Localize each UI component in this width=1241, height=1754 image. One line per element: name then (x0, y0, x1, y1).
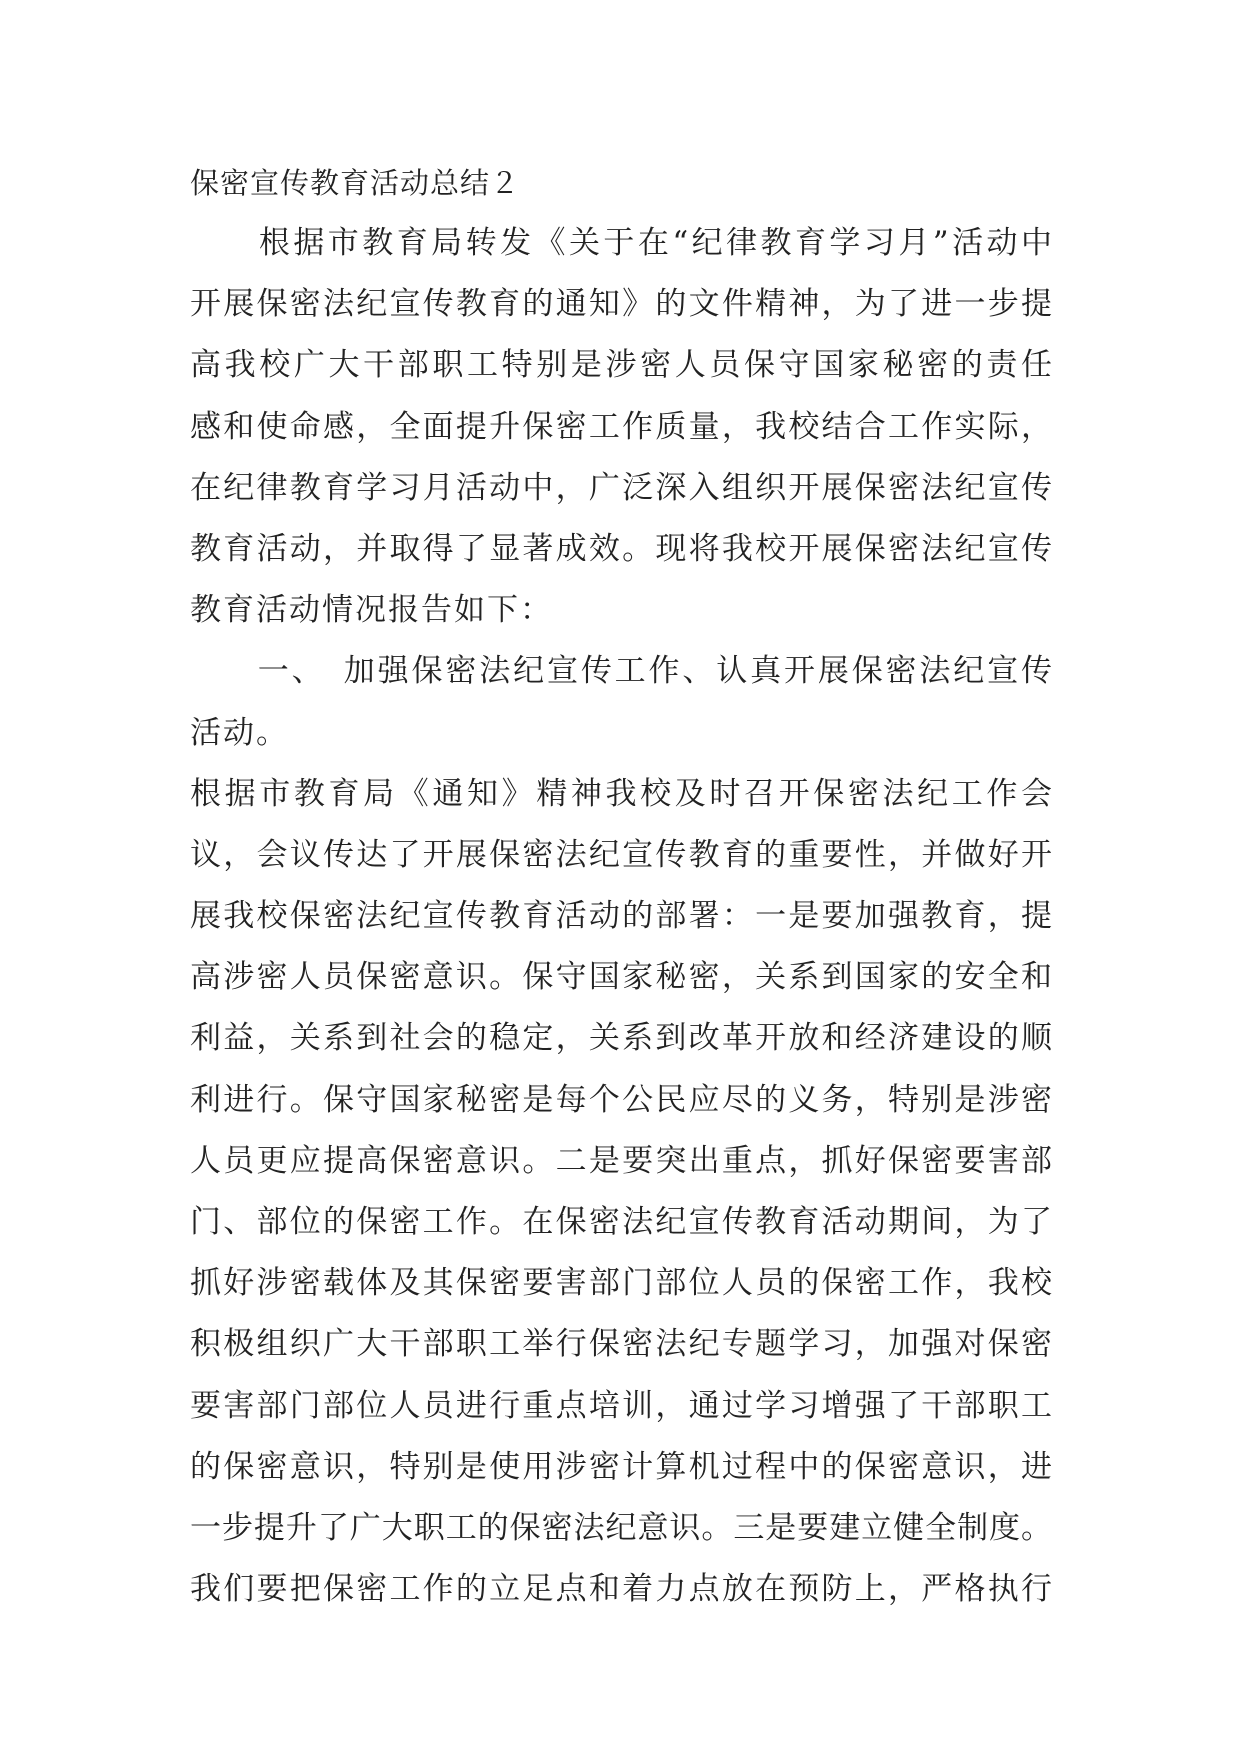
text-line: 教育活动情况报告如下： (190, 592, 553, 629)
text-line: 展我校保密法纪宣传教育活动的部署：一是要加强教育，提 (190, 898, 1052, 935)
text-line: 利益，关系到社会的稳定，关系到改革开放和经济建设的顺 (190, 1020, 1052, 1057)
text-line: 高涉密人员保密意识。保守国家秘密，关系到国家的安全和 (190, 959, 1052, 996)
text-line: 利进行。保守国家秘密是每个公民应尽的义务，特别是涉密 (190, 1081, 1052, 1118)
text-line: 抓好涉密载体及其保密要害部门部位人员的保密工作，我校 (190, 1265, 1052, 1302)
section-heading-line: 一、 加强保密法纪宣传工作、认真开展保密法纪宣传 (190, 653, 1052, 690)
text-line: 感和使命感，全面提升保密工作质量，我校结合工作实际， (190, 408, 1052, 445)
text-line: 高我校广大干部职工特别是涉密人员保守国家秘密的责任 (190, 347, 1052, 384)
text-line: 积极组织广大干部职工举行保密法纪专题学习，加强对保密 (190, 1326, 1052, 1363)
text-line: 门、部位的保密工作。在保密法纪宣传教育活动期间，为了 (190, 1204, 1052, 1240)
text-line: 根据市教育局《通知》精神我校及时召开保密法纪工作会 (190, 775, 1052, 812)
text-line: 人员更应提高保密意识。二是要突出重点，抓好保密要害部 (190, 1142, 1052, 1179)
text-line: 开展保密法纪宣传教育的通知》的文件精神，为了进一步提 (190, 286, 1052, 323)
text-line: 根据市教育局转发《关于在“纪律教育学习月”活动中 (190, 225, 1052, 261)
text-line: 我们要把保密工作的立足点和着力点放在预防上，严格执行 (190, 1571, 1052, 1608)
document-body (190, 153, 1052, 1620)
text-line: 一步提升了广大职工的保密法纪意识。三是要建立健全制度。 (190, 1509, 1052, 1546)
text-line: 要害部门部位人员进行重点培训，通过学习增强了干部职工 (190, 1387, 1052, 1424)
document-title: 保密宣传教育活动总结２ (190, 166, 521, 200)
text-line: 在纪律教育学习月活动中，广泛深入组织开展保密法纪宣传 (190, 469, 1052, 506)
text-line: 议，会议传达了开展保密法纪宣传教育的重要性，并做好开 (190, 836, 1052, 873)
text-line: 教育活动，并取得了显著成效。现将我校开展保密法纪宣传 (190, 530, 1052, 567)
section-heading-line: 活动。 (190, 714, 289, 751)
text-line: 的保密意识，特别是使用涉密计算机过程中的保密意识，进 (190, 1448, 1052, 1485)
